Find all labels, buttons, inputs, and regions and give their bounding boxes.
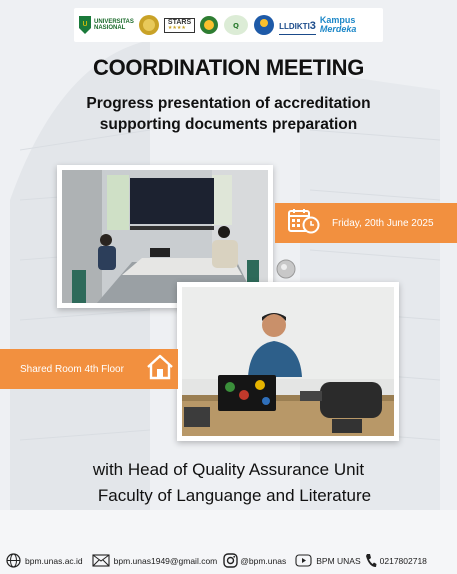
subtitle-line-2: supporting documents preparation xyxy=(99,116,358,133)
mail-icon xyxy=(92,554,110,567)
svg-text:U: U xyxy=(82,20,88,28)
with-line-2: Faculty of Languange and Literature xyxy=(97,486,372,505)
footer-website-text: bpm.unas.ac.id xyxy=(25,555,83,566)
svg-text:Q: Q xyxy=(233,22,240,30)
youtube-icon xyxy=(295,554,312,567)
kampus-merdeka-line1: Kampus xyxy=(319,15,356,25)
lldikti-logo xyxy=(279,16,316,35)
calendar-clock-icon xyxy=(288,208,320,239)
unas-logo-line1: UNIVERSITAS xyxy=(94,19,134,25)
footer-phone-text: 0217802718 xyxy=(379,555,427,566)
contact-footer xyxy=(0,547,457,574)
kemdikbud-logo xyxy=(253,14,275,36)
stars-logo: STARS ★★★★ xyxy=(164,18,195,33)
footer-youtube[interactable] xyxy=(295,554,360,567)
date-text: Friday, 20th June 2025 xyxy=(332,217,434,229)
kampus-merdeka-logo xyxy=(320,16,357,34)
footer-email-text: bpm.unas1949@gmail.com xyxy=(113,555,218,566)
house-icon xyxy=(145,354,175,385)
instagram-icon xyxy=(223,553,238,568)
date-badge xyxy=(275,203,457,243)
subtitle-line-1: Progress presentation of accreditation xyxy=(86,95,371,112)
lldikti-number: 3 xyxy=(309,19,316,32)
footer-instagram-text: @bpm.unas xyxy=(240,555,287,566)
footer-youtube-text: BPM UNAS xyxy=(316,555,361,566)
globe-icon xyxy=(6,553,21,568)
footer-website[interactable] xyxy=(6,553,83,568)
emblem-logo xyxy=(199,14,219,36)
location-badge xyxy=(0,349,178,389)
partner-logos-bar xyxy=(74,8,383,42)
unas-logo-line2: NASIONAL xyxy=(94,25,126,31)
location-text: Shared Room 4th Floor xyxy=(20,363,124,375)
pin-icon xyxy=(275,258,297,280)
footer-email[interactable] xyxy=(92,554,218,567)
footer-instagram[interactable] xyxy=(223,553,286,568)
phone-icon xyxy=(365,553,377,568)
with-line-1: with Head of Quality Assurance Unit xyxy=(92,460,365,479)
with-participants-text xyxy=(0,457,457,509)
presenter-photo xyxy=(177,282,399,441)
unas-logo xyxy=(78,15,134,35)
page-title: COORDINATION MEETING xyxy=(92,55,365,80)
tutwuri-logo xyxy=(223,14,249,36)
lldikti-label: LLDIKTI xyxy=(279,21,310,31)
page-subtitle xyxy=(0,93,457,135)
kampus-merdeka-line2: Merdeka xyxy=(319,24,357,34)
footer-phone[interactable] xyxy=(365,553,427,568)
accreditation-seal-logo xyxy=(138,14,160,36)
stars-label: STARS xyxy=(167,18,192,26)
